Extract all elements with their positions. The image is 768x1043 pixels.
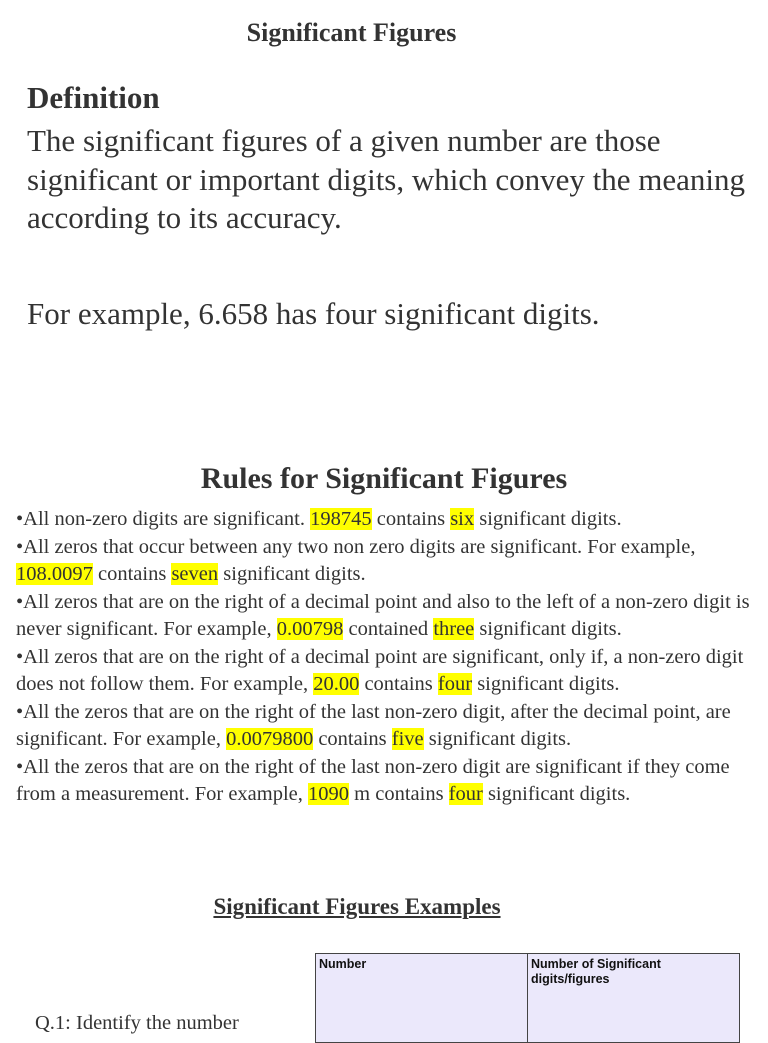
rule-text: contains	[92, 563, 172, 585]
rule-text: significant digits.	[474, 618, 622, 640]
rule-text: •All the zeros that are on the right of the last non-zero digit, after the decimal point, are significant. For example,	[16, 700, 731, 750]
rule-text: •All the zeros that are on the right of the last non-zero digit are significant if they come from a measurement. For example,	[16, 755, 730, 805]
rule-text: contains	[313, 728, 392, 750]
definition-example: For example, 6.658 has four significant digits.	[27, 296, 600, 331]
rule-text: m contains	[349, 783, 449, 805]
highlighted-count: four	[437, 673, 473, 695]
examples-heading: Significant Figures Examples	[213, 894, 501, 919]
rule-item	[16, 589, 761, 644]
column-header-number: Number	[316, 954, 528, 1043]
rule-text: significant digits.	[218, 563, 366, 585]
rule-text: contains	[359, 673, 438, 695]
highlighted-count: three	[433, 618, 475, 640]
highlighted-count: seven	[171, 563, 219, 585]
rule-text: significant digits.	[482, 783, 631, 805]
rule-item	[16, 506, 761, 534]
highlighted-number: 1090	[308, 783, 350, 805]
rule-item	[16, 699, 761, 754]
page-title: Significant Figures	[246, 18, 457, 47]
rule-text: •All zeros that are on the right of a decimal point are significant, only if, a non-zero digit does not follow them. For example,	[16, 645, 744, 695]
rule-text: significant digits.	[423, 728, 572, 750]
rule-text: •All non-zero digits are significant.	[16, 508, 311, 530]
highlighted-number: 0.0079800	[226, 728, 314, 750]
rule-item	[16, 754, 761, 809]
definition-heading: Definition	[27, 80, 160, 115]
rule-text: significant digits.	[472, 673, 620, 695]
column-header-sig-figs: Number of Significant digits/figures	[528, 954, 740, 1043]
rule-text: contains	[371, 508, 451, 530]
rule-text: •All zeros that occur between any two non zero digits are significant. For example,	[16, 535, 696, 558]
rule-text: •All zeros that are on the right of a decimal point and also to the left of a non-zero digit is never significant. For example,	[16, 590, 750, 640]
definition-text: The significant figures of a given number are those significant or important digits, which convey the meaning according to its accuracy.	[27, 123, 746, 235]
table-header-row	[316, 954, 740, 1043]
rule-text: contained	[343, 618, 434, 640]
highlighted-count: six	[450, 508, 475, 530]
highlighted-count: five	[391, 728, 424, 750]
highlighted-number: 108.0097	[16, 563, 93, 585]
rules-heading: Rules for Significant Figures	[200, 462, 568, 495]
rule-item	[16, 644, 761, 699]
question-text: Q.1: Identify the number	[35, 1012, 239, 1034]
rule-item	[16, 534, 761, 589]
rule-text: significant digits.	[474, 508, 622, 530]
highlighted-number: 198745	[310, 508, 372, 530]
highlighted-number: 0.00798	[276, 618, 344, 640]
highlighted-count: four	[448, 783, 483, 805]
highlighted-number: 20.00	[313, 673, 360, 695]
examples-table	[315, 953, 740, 1043]
rules-list	[16, 506, 761, 809]
